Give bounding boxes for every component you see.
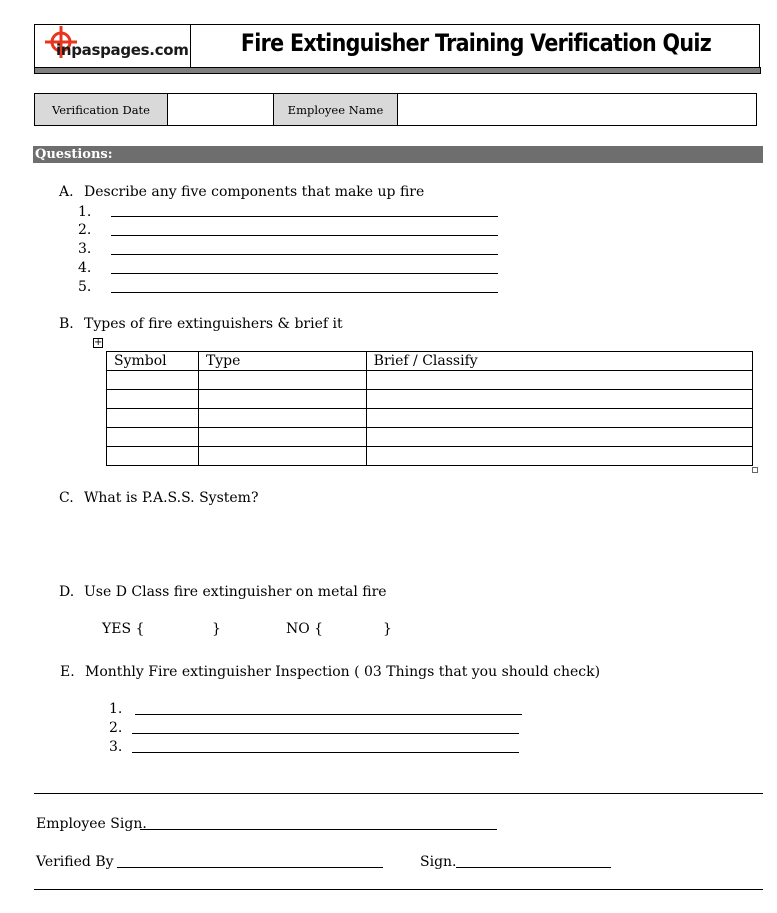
verification-date-field[interactable] (167, 93, 274, 126)
question-e-answer-line[interactable] (132, 752, 519, 753)
question-a-item-number: 2. (78, 222, 92, 238)
table-cell[interactable] (198, 447, 366, 466)
table-move-handle-icon[interactable]: + (94, 337, 103, 348)
question-e-answer-line[interactable] (132, 733, 519, 734)
signature-bottom-divider (34, 889, 763, 890)
question-a-item-number: 3. (78, 241, 92, 257)
table-row (107, 371, 753, 390)
question-b-text: Types of fire extinguishers & brief it (84, 316, 343, 332)
question-a-item-number: 5. (78, 279, 92, 295)
no-option-close: } (383, 621, 392, 637)
employee-name-label: Employee Name (273, 93, 398, 126)
table-resize-handle[interactable] (752, 467, 758, 473)
question-b-letter: B. (59, 316, 74, 332)
table-cell[interactable] (366, 390, 752, 409)
signature-top-divider (34, 793, 763, 794)
question-a-item-number: 4. (78, 260, 92, 276)
table-cell[interactable] (107, 409, 199, 428)
table-cell[interactable] (107, 428, 199, 447)
table-header-row (107, 352, 753, 371)
table-cell[interactable] (198, 371, 366, 390)
table-cell[interactable] (366, 371, 752, 390)
question-c-text: What is P.A.S.S. System? (84, 490, 259, 506)
employee-sign-label: Employee Sign. (36, 816, 147, 832)
question-a-answer-line[interactable] (111, 273, 498, 274)
questions-heading: Questions: (33, 146, 763, 163)
question-a-text: Describe any five components that make up fire (84, 184, 425, 200)
question-a-answer-line[interactable] (111, 235, 498, 236)
question-e-letter: E. (60, 664, 75, 680)
table-header-cell: Brief / Classify (366, 352, 752, 371)
no-option-label[interactable]: NO { (286, 621, 324, 637)
header-divider-bar (34, 67, 761, 74)
verified-by-line[interactable] (117, 867, 383, 868)
question-e-item-number: 1. (109, 701, 123, 717)
question-e-text: Monthly Fire extinguisher Inspection ( 03 Things that you should check) (85, 664, 601, 680)
question-a-answer-line[interactable] (111, 216, 498, 217)
table-header-cell: Type (198, 352, 366, 371)
table-cell[interactable] (198, 428, 366, 447)
yes-option-close: } (212, 621, 221, 637)
extinguisher-types-table (106, 351, 753, 466)
question-a-letter: A. (59, 184, 74, 200)
employee-sign-line[interactable] (140, 829, 497, 830)
verified-by-label: Verified By (36, 854, 114, 870)
verification-date-label: Verification Date (34, 93, 168, 126)
table-cell[interactable] (107, 447, 199, 466)
question-d-letter: D. (59, 584, 75, 600)
table-cell[interactable] (107, 371, 199, 390)
question-e-item-number: 3. (109, 739, 123, 755)
table-cell[interactable] (366, 409, 752, 428)
page-title: Fire Extinguisher Training Verification Quiz (240, 29, 712, 57)
logo-text: inpaspages.com (56, 41, 189, 59)
question-c-letter: C. (59, 490, 74, 506)
question-e-item-number: 2. (109, 720, 123, 736)
table-cell[interactable] (198, 390, 366, 409)
table-cell[interactable] (366, 428, 752, 447)
question-e-answer-line[interactable] (135, 714, 522, 715)
sign-line[interactable] (456, 867, 611, 868)
table-row (107, 390, 753, 409)
table-cell[interactable] (107, 390, 199, 409)
yes-option-label[interactable]: YES { (102, 621, 145, 637)
question-a-answer-line[interactable] (111, 254, 498, 255)
table-row (107, 447, 753, 466)
table-header-cell: Symbol (107, 352, 199, 371)
question-a-item-number: 1. (78, 204, 92, 220)
table-cell[interactable] (198, 409, 366, 428)
sign-label: Sign. (420, 854, 457, 870)
table-row (107, 428, 753, 447)
employee-name-field[interactable] (397, 93, 757, 126)
table-row (107, 409, 753, 428)
question-a-answer-line[interactable] (111, 292, 498, 293)
table-cell[interactable] (366, 447, 752, 466)
question-d-text: Use D Class fire extinguisher on metal fire (84, 584, 387, 600)
